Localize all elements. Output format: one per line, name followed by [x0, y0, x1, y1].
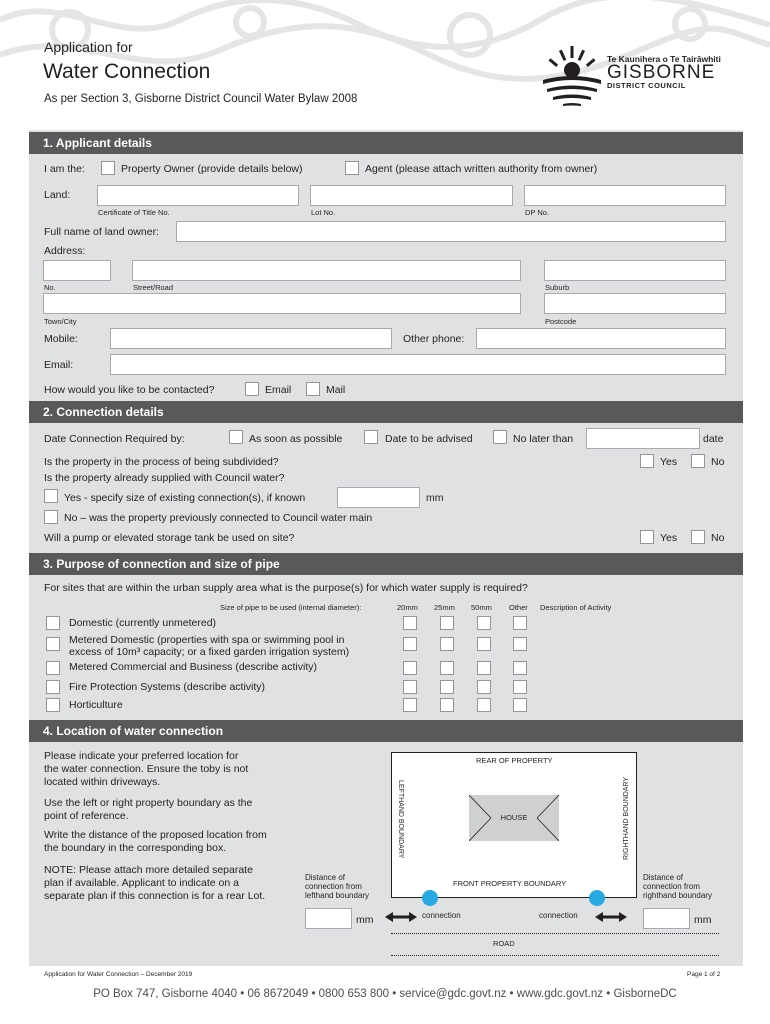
horticulture-20mm-checkbox[interactable]: [403, 698, 417, 712]
fire-20mm-checkbox[interactable]: [403, 680, 417, 694]
contact-question: How would you like to be contacted?: [44, 384, 215, 396]
location-paragraph-1: Please indicate your preferred location for the water connection. Ensure the toby is not located within driveways.: [44, 750, 249, 788]
i-am-the-label: I am the:: [44, 163, 85, 175]
no-later-than-checkbox[interactable]: [493, 430, 507, 444]
distance-left-input[interactable]: [305, 908, 352, 929]
pump-yes-checkbox[interactable]: [640, 530, 654, 544]
asap-label: As soon as possible: [249, 433, 343, 445]
land-label: Land:: [44, 189, 71, 201]
righthand-boundary-label: RIGHTHAND BOUNDARY: [623, 776, 630, 860]
commercial-other-checkbox[interactable]: [513, 661, 527, 675]
contact-mail-checkbox[interactable]: [306, 382, 320, 396]
address-label: Address:: [44, 245, 86, 257]
lot-no-input[interactable]: [310, 185, 513, 206]
section-heading-applicant: 1. Applicant details: [29, 132, 743, 154]
other-phone-label: Other phone:: [403, 333, 465, 345]
email-input[interactable]: [110, 354, 726, 375]
mobile-label: Mobile:: [44, 333, 78, 345]
metered-domestic-25mm-checkbox[interactable]: [440, 637, 454, 651]
purpose-intro: For sites that are within the urban supply area what is the purpose(s) for which water supply is required?: [44, 582, 528, 594]
postcode-caption: Postcode: [545, 317, 577, 326]
lot-no-caption: Lot No.: [311, 208, 336, 217]
suburb-input[interactable]: [544, 260, 726, 281]
logo-maori-name: Te Kaunihera o Te Tairāwhiti: [607, 54, 721, 64]
metered-domestic-50mm-checkbox[interactable]: [477, 637, 491, 651]
road-label: ROAD: [493, 939, 515, 948]
page-number: Page 1 of 2: [687, 971, 721, 978]
subdivided-no-checkbox[interactable]: [691, 454, 705, 468]
street-caption: Street/Road: [133, 283, 174, 292]
page-title: Water Connection: [43, 60, 211, 83]
purpose-fire-label: Fire Protection Systems (describe activity): [69, 681, 266, 693]
email-label: Email:: [44, 359, 74, 371]
purpose-commercial-checkbox[interactable]: [46, 661, 60, 675]
pump-yes-label: Yes: [660, 532, 678, 544]
purpose-domestic-label: Domestic (currently unmetered): [69, 617, 217, 629]
certificate-of-title-input[interactable]: [97, 185, 299, 206]
location-note: NOTE: Please attach more detailed separate plan if available. Applicant to indicate on a separate plan if this connection is for a rear Lot.: [44, 864, 266, 902]
date-label: date: [703, 433, 724, 445]
location-paragraph-2: Use the left or right property boundary as the point of reference.: [44, 797, 253, 822]
property-owner-label: Property Owner (provide details below): [121, 163, 303, 175]
certificate-of-title-caption: Certificate of Title No.: [98, 208, 170, 217]
front-boundary-label: FRONT PROPERTY BOUNDARY: [453, 879, 567, 888]
existing-connection-mm-label: mm: [426, 492, 444, 504]
col-25mm: 25mm: [434, 603, 455, 612]
postcode-input[interactable]: [544, 293, 726, 314]
col-other: Other: [509, 603, 528, 612]
distance-right-caption: Distance of connection from righthand boundary: [643, 873, 712, 900]
subdivided-question: Is the property in the process of being subdivided?: [44, 456, 279, 468]
distance-left-mm: mm: [356, 914, 374, 926]
other-phone-input[interactable]: [476, 328, 726, 349]
date-to-be-advised-checkbox[interactable]: [364, 430, 378, 444]
subdivided-yes-label: Yes: [660, 456, 678, 468]
commercial-20mm-checkbox[interactable]: [403, 661, 417, 675]
pump-no-label: No: [711, 532, 725, 544]
subdivided-yes-checkbox[interactable]: [640, 454, 654, 468]
commercial-25mm-checkbox[interactable]: [440, 661, 454, 675]
purpose-horticulture-checkbox[interactable]: [46, 698, 60, 712]
agent-checkbox[interactable]: [345, 161, 359, 175]
property-owner-checkbox[interactable]: [101, 161, 115, 175]
left-connection-label: connection: [422, 911, 461, 920]
fire-other-checkbox[interactable]: [513, 680, 527, 694]
supplied-no-checkbox[interactable]: [44, 510, 58, 524]
supplied-yes-label: Yes - specify size of existing connection(s), if known: [64, 492, 306, 504]
col-description: Description of Activity: [540, 603, 612, 612]
road-line-top: [391, 933, 719, 934]
rear-of-property-label: REAR OF PROPERTY: [476, 756, 553, 765]
fire-25mm-checkbox[interactable]: [440, 680, 454, 694]
lefthand-boundary-label: LEFTHAND BOUNDARY: [397, 780, 404, 859]
logo-subtitle: DISTRICT COUNCIL: [607, 81, 686, 90]
subdivided-no-label: No: [711, 456, 725, 468]
town-caption: Town/City: [44, 317, 77, 326]
street-input[interactable]: [132, 260, 521, 281]
full-name-label: Full name of land owner:: [44, 226, 159, 238]
left-connection-marker: [422, 890, 438, 906]
domestic-other-checkbox[interactable]: [513, 616, 527, 630]
no-later-than-date-input[interactable]: [586, 428, 700, 449]
date-to-be-advised-label: Date to be advised: [385, 433, 473, 445]
section-heading-connection: 2. Connection details: [29, 401, 743, 423]
horticulture-other-checkbox[interactable]: [513, 698, 527, 712]
contact-email-label: Email: [265, 384, 292, 396]
pipe-size-label: Size of pipe to be used (internal diameter):: [220, 603, 362, 612]
supplied-question: Is the property already supplied with Council water?: [44, 472, 285, 484]
distance-left-caption: Distance of connection from lefthand boundary: [305, 873, 370, 900]
agent-label: Agent (please attach written authority from owner): [365, 163, 598, 175]
horticulture-25mm-checkbox[interactable]: [440, 698, 454, 712]
suburb-caption: Suburb: [545, 283, 570, 292]
metered-domestic-20mm-checkbox[interactable]: [403, 637, 417, 651]
mobile-input[interactable]: [110, 328, 392, 349]
purpose-metered-domestic-label: Metered Domestic (properties with spa or swimming pool in: [69, 634, 345, 646]
right-connection-label: connection: [539, 911, 578, 920]
supplied-no-label: No – was the property previously connected to Council water main: [64, 512, 373, 524]
pre-title: Application for: [44, 39, 133, 55]
road-line-bottom: [391, 955, 719, 956]
col-20mm: 20mm: [397, 603, 418, 612]
footer-contact: PO Box 747, Gisborne 4040 • 06 8672049 • 0800 653 800 • service@gdc.govt.nz • www.gdc.govt.nz • GisborneDC: [93, 988, 677, 1000]
asap-checkbox[interactable]: [229, 430, 243, 444]
dp-no-caption: DP No.: [525, 208, 550, 217]
fire-50mm-checkbox[interactable]: [477, 680, 491, 694]
right-arrow-icon: [594, 911, 628, 923]
house-label: HOUSE: [500, 813, 528, 822]
col-50mm: 50mm: [471, 603, 492, 612]
purpose-domestic-checkbox[interactable]: [46, 616, 60, 630]
location-paragraph-3: Write the distance of the proposed location from the boundary in the corresponding box.: [44, 829, 267, 854]
existing-connection-size-input[interactable]: [337, 487, 420, 508]
right-connection-marker: [589, 890, 605, 906]
purpose-horticulture-label: Horticulture: [69, 699, 123, 711]
purpose-metered-domestic-checkbox[interactable]: [46, 637, 60, 651]
page-subtitle: As per Section 3, Gisborne District Council Water Bylaw 2008: [44, 93, 358, 105]
section-heading-location: 4. Location of water connection: [29, 720, 743, 742]
section-heading-purpose: 3. Purpose of connection and size of pipe: [29, 553, 743, 575]
supplied-yes-checkbox[interactable]: [44, 489, 58, 503]
horticulture-50mm-checkbox[interactable]: [477, 698, 491, 712]
metered-domestic-other-checkbox[interactable]: [513, 637, 527, 651]
left-arrow-icon: [384, 911, 418, 923]
domestic-25mm-checkbox[interactable]: [440, 616, 454, 630]
purpose-fire-checkbox[interactable]: [46, 680, 60, 694]
purpose-commercial-label: Metered Commercial and Business (describe activity): [69, 661, 318, 673]
dp-no-input[interactable]: [524, 185, 726, 206]
contact-mail-label: Mail: [326, 384, 346, 396]
commercial-50mm-checkbox[interactable]: [477, 661, 491, 675]
no-later-than-label: No later than: [513, 433, 574, 445]
domestic-20mm-checkbox[interactable]: [403, 616, 417, 630]
domestic-50mm-checkbox[interactable]: [477, 616, 491, 630]
distance-right-input[interactable]: [643, 908, 690, 929]
town-input[interactable]: [43, 293, 521, 314]
council-logo-icon: [541, 44, 603, 110]
pump-no-checkbox[interactable]: [691, 530, 705, 544]
distance-right-mm: mm: [694, 914, 712, 926]
contact-email-checkbox[interactable]: [245, 382, 259, 396]
form-name: Application for Water Connection – December 2019: [44, 971, 193, 978]
logo-name: GISBORNE: [607, 62, 716, 83]
no-caption: No.: [44, 283, 56, 292]
purpose-metered-domestic-label-2: excess of 10m³ capacity; or a fixed garden irrigation system): [69, 646, 350, 658]
pump-question: Will a pump or elevated storage tank be used on site?: [44, 532, 295, 544]
date-required-label: Date Connection Required by:: [44, 433, 185, 445]
address-no-input[interactable]: [43, 260, 111, 281]
full-name-input[interactable]: [176, 221, 726, 242]
